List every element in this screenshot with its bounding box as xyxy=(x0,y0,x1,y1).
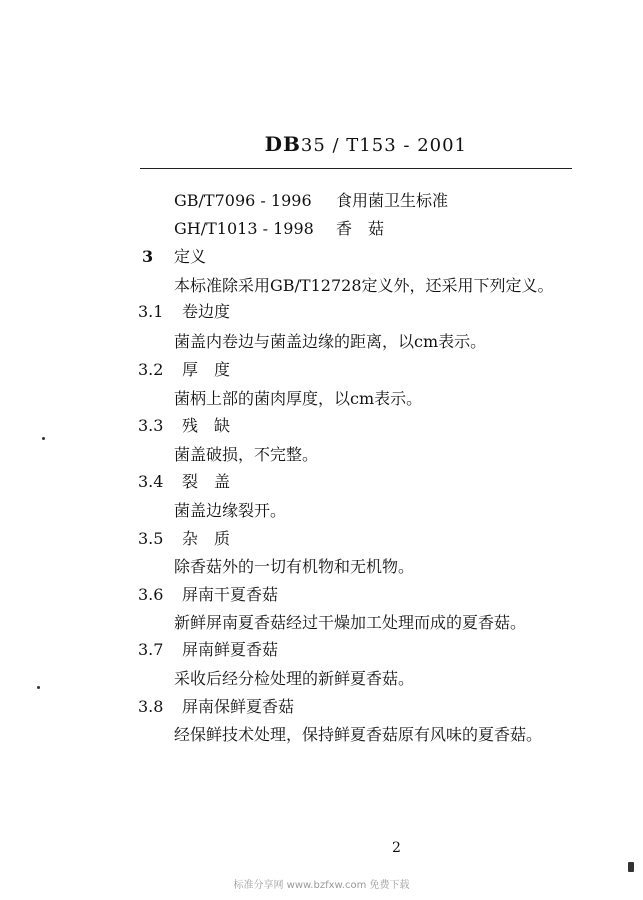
item-term: 屏南鲜夏香菇 xyxy=(182,640,279,659)
item-term: 屏南干夏香菇 xyxy=(182,585,279,604)
item-term: 杂 质 xyxy=(182,529,231,548)
document-code xyxy=(0,132,467,156)
item-term: 厚 度 xyxy=(182,360,231,379)
item-term: 残 缺 xyxy=(182,416,231,435)
document-code-number: 35 / T153 - 2001 xyxy=(300,135,467,156)
section-title: 定义 xyxy=(174,247,207,266)
section-number: 3 xyxy=(142,247,154,266)
item-definition: 采收后经分检处理的新鲜夏香菇。 xyxy=(174,669,415,688)
item-term: 裂 盖 xyxy=(182,472,231,491)
header-rule xyxy=(140,168,572,169)
item-number: 3.4 xyxy=(138,472,164,491)
item-definition: 经保鲜技术处理，保持鲜夏香菇原有风味的夏香菇。 xyxy=(174,725,543,744)
document-code-prefix: DB xyxy=(264,132,301,156)
item-term: 卷边度 xyxy=(182,302,231,321)
item-definition: 菌柄上部的菌肉厚度，以cm表示。 xyxy=(174,389,423,408)
item-number: 3.7 xyxy=(138,640,164,659)
item-number: 3.6 xyxy=(138,585,164,604)
footer-watermark: 标准分享网 www.bzfxw.com 免费下载 xyxy=(233,880,410,891)
page-number: 2 xyxy=(392,840,401,856)
item-number: 3.1 xyxy=(138,302,164,321)
item-number: 3.2 xyxy=(138,360,164,379)
ref-code-2: GH/T1013 - 1998 xyxy=(174,219,314,238)
scan-speck xyxy=(42,437,45,440)
item-definition: 除香菇外的一切有机物和无机物。 xyxy=(174,557,415,576)
item-definition: 菌盖边缘裂开。 xyxy=(174,501,287,520)
item-definition: 菌盖破损，不完整。 xyxy=(174,445,319,464)
ref-title-1: 食用菌卫生标准 xyxy=(336,191,449,210)
ref-code-1: GB/T7096 - 1996 xyxy=(174,191,312,210)
section-intro: 本标准除采用GB/T12728定义外，还采用下列定义。 xyxy=(174,276,554,295)
item-definition: 新鲜屏南夏香菇经过干燥加工处理而成的夏香菇。 xyxy=(174,613,527,632)
item-number: 3.3 xyxy=(138,416,164,435)
scan-speck xyxy=(37,686,40,689)
scan-speck xyxy=(628,862,634,872)
item-number: 3.5 xyxy=(138,529,164,548)
item-number: 3.8 xyxy=(138,697,164,716)
ref-title-2: 香 菇 xyxy=(336,219,385,238)
item-definition: 菌盖内卷边与菌盖边缘的距离，以cm表示。 xyxy=(174,332,487,351)
item-term: 屏南保鲜夏香菇 xyxy=(182,697,295,716)
